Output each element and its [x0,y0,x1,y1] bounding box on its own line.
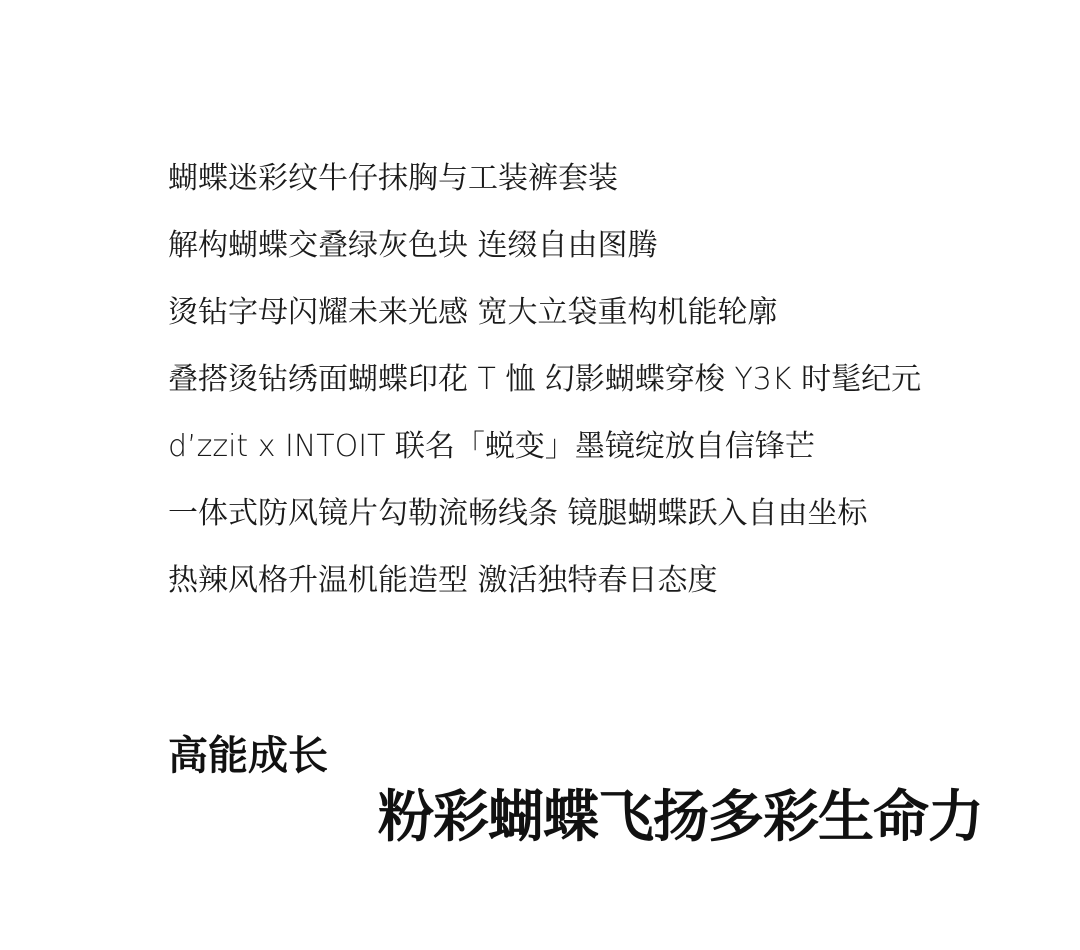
description-line: 烫钻字母闪耀未来光感 宽大立袋重构机能轮廓 [168,295,778,330]
description-line: 热辣风格升温机能造型 激活独特春日态度 [168,563,718,598]
description-line: 蝴蝶迷彩纹牛仔抹胸与工装裤套装 [168,161,618,196]
description-line: 叠搭烫钻绣面蝴蝶印花 T 恤 幻影蝴蝶穿梭 Y3K 时髦纪元 [168,362,922,397]
description-line: d’zzit x INTOIT 联名「蜕变」墨镜绽放自信锋芒 [168,429,815,464]
section-subheading: 粉彩蝴蝶飞扬多彩生命力 [378,784,983,850]
product-description [168,145,1048,614]
section-heading: 高能成长 [168,733,328,779]
description-line: 解构蝴蝶交叠绿灰色块 连缀自由图腾 [168,228,658,263]
description-line: 一体式防风镜片勾勒流畅线条 镜腿蝴蝶跃入自由坐标 [168,496,868,531]
